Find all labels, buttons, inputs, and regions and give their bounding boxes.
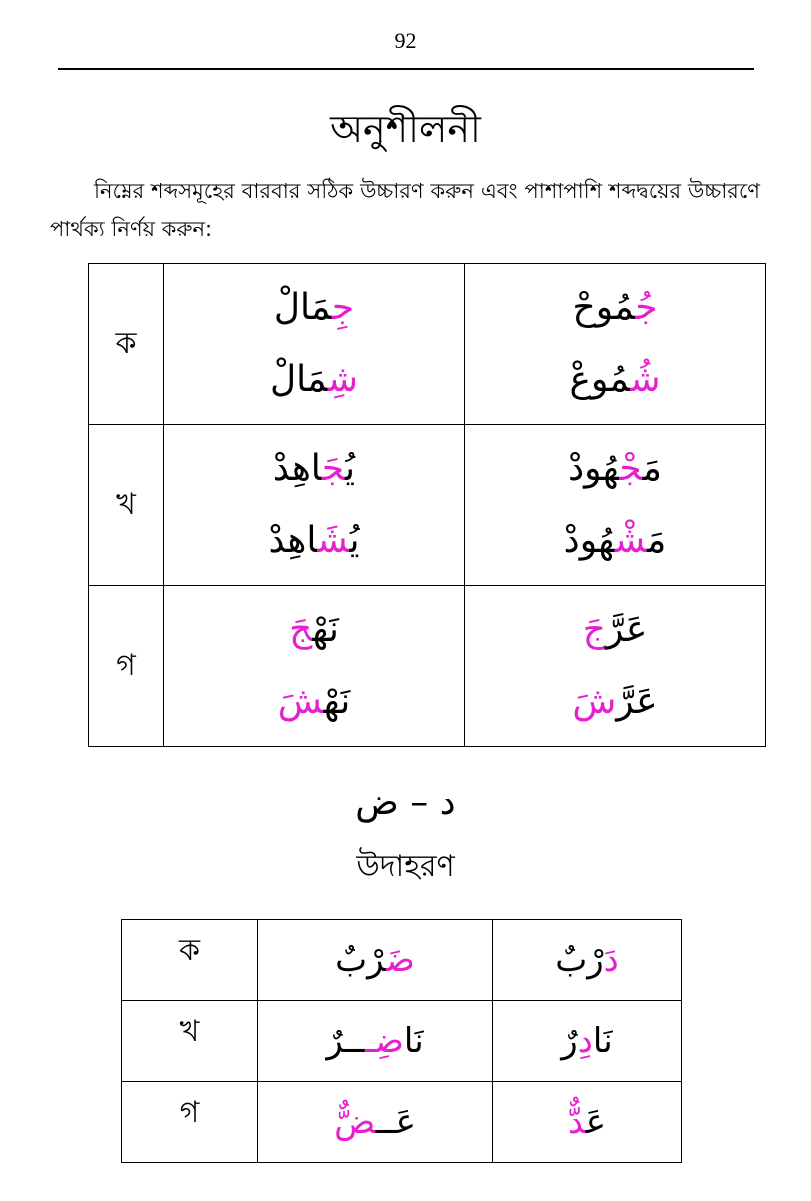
word-rest: مَالْ bbox=[273, 287, 332, 328]
word-cell bbox=[465, 425, 766, 586]
arabic-word bbox=[164, 272, 464, 344]
word-prefix: عَ bbox=[585, 1102, 607, 1142]
table-row bbox=[122, 920, 682, 1001]
highlighted-letter: جُ bbox=[635, 287, 658, 328]
word-cell bbox=[164, 586, 465, 747]
highlighted-letter: شِ bbox=[327, 359, 359, 400]
highlighted-letter: ضٌّ bbox=[334, 1102, 376, 1142]
word-rest: هُودْ bbox=[563, 520, 615, 561]
row-label-cell bbox=[89, 586, 164, 747]
highlighted-letter: شَ bbox=[572, 681, 617, 722]
table-row bbox=[89, 264, 766, 425]
example-table bbox=[121, 919, 682, 1163]
arabic-word bbox=[164, 344, 464, 416]
exercise-table bbox=[88, 263, 766, 747]
arabic-word bbox=[465, 666, 765, 738]
table-row bbox=[122, 1082, 682, 1163]
table-row bbox=[122, 1001, 682, 1082]
word-rest: هُودْ bbox=[568, 448, 620, 489]
word-cell bbox=[164, 425, 465, 586]
row-label-cell bbox=[122, 1001, 258, 1082]
word-cell bbox=[493, 1082, 682, 1163]
arabic-word bbox=[465, 433, 765, 505]
highlighted-letter: دَ bbox=[603, 940, 619, 980]
word-prefix: يُ bbox=[349, 520, 360, 561]
arabic-word bbox=[493, 1011, 681, 1071]
table-row bbox=[89, 586, 766, 747]
word-prefix: عَرَّ bbox=[616, 681, 658, 722]
word-rest: اهِدْ bbox=[268, 520, 318, 561]
word-prefix: نَهْ bbox=[323, 681, 351, 722]
highlighted-letter: جَ bbox=[321, 448, 346, 489]
arabic-word bbox=[465, 272, 765, 344]
arabic-word bbox=[164, 666, 464, 738]
word-rest: رْبٌ bbox=[555, 940, 604, 980]
row-label: ক bbox=[179, 933, 200, 968]
arabic-word bbox=[493, 930, 681, 990]
header-rule bbox=[58, 68, 754, 70]
letter-pair-heading: د – ض bbox=[355, 782, 456, 823]
row-label: খ bbox=[116, 486, 136, 522]
highlighted-letter: جَ bbox=[289, 609, 313, 650]
word-cell bbox=[258, 920, 493, 1001]
arabic-word bbox=[465, 344, 765, 416]
word-cell bbox=[465, 586, 766, 747]
word-rest: ــرٌ bbox=[326, 1021, 365, 1061]
arabic-word bbox=[258, 930, 492, 990]
highlighted-letter: شَ bbox=[277, 681, 324, 722]
word-prefix: يُ bbox=[345, 448, 356, 489]
row-label-cell bbox=[89, 264, 164, 425]
table-row bbox=[89, 425, 766, 586]
highlighted-letter: شْ bbox=[614, 520, 648, 561]
word-prefix: عَــ bbox=[375, 1102, 416, 1142]
highlighted-letter: دِ bbox=[577, 1021, 593, 1061]
row-label: গ bbox=[179, 1095, 200, 1130]
word-cell bbox=[493, 920, 682, 1001]
arabic-word bbox=[493, 1092, 681, 1152]
highlighted-letter: ضَ bbox=[385, 940, 415, 980]
row-label: ক bbox=[115, 325, 137, 361]
instruction-text: নিম্নের শব্দসমূহের বারবার সঠিক উচ্চারণ করুন এবং পাশাপাশি শব্দদ্বয়ের উচ্চারণে পার্থক্য নির্ণয় করুন: bbox=[50, 179, 760, 241]
word-rest: مُوعْ bbox=[569, 359, 631, 400]
word-cell bbox=[465, 264, 766, 425]
arabic-word bbox=[258, 1011, 492, 1071]
arabic-word bbox=[258, 1092, 492, 1152]
word-cell bbox=[258, 1082, 493, 1163]
word-prefix: نَا bbox=[592, 1021, 613, 1061]
word-prefix: نَا bbox=[403, 1021, 424, 1061]
row-label-cell bbox=[122, 920, 258, 1001]
word-cell bbox=[493, 1001, 682, 1082]
arabic-word bbox=[465, 594, 765, 666]
highlighted-letter: جْ bbox=[619, 448, 643, 489]
row-label-cell bbox=[122, 1082, 258, 1163]
word-prefix: نَهْ bbox=[312, 609, 339, 650]
word-prefix: مَ bbox=[642, 448, 662, 489]
word-rest: رٌ bbox=[561, 1021, 578, 1061]
word-rest: مُوحْ bbox=[572, 287, 636, 328]
word-cell bbox=[258, 1001, 493, 1082]
highlighted-letter: شُ bbox=[630, 359, 661, 400]
arabic-word bbox=[164, 594, 464, 666]
highlighted-letter: دٌّ bbox=[567, 1102, 586, 1142]
highlighted-letter: جِ bbox=[331, 287, 355, 328]
page-title: অনুশীলনী bbox=[330, 107, 481, 151]
arabic-word bbox=[164, 433, 464, 505]
row-label: গ bbox=[116, 647, 136, 683]
row-label: খ bbox=[179, 1014, 200, 1049]
highlighted-letter: شَ bbox=[317, 520, 350, 561]
arabic-word bbox=[465, 505, 765, 577]
arabic-word bbox=[164, 505, 464, 577]
word-prefix: عَرَّ bbox=[605, 609, 648, 650]
word-rest: مَالْ bbox=[269, 359, 328, 400]
example-heading: উদাহরণ bbox=[356, 849, 455, 884]
highlighted-letter: ضِـ bbox=[365, 1021, 404, 1061]
word-cell bbox=[164, 264, 465, 425]
highlighted-letter: جَ bbox=[582, 609, 606, 650]
word-rest: اهِدْ bbox=[272, 448, 322, 489]
page-number: 92 bbox=[394, 28, 417, 53]
word-rest: رْبٌ bbox=[335, 940, 386, 980]
word-prefix: مَ bbox=[647, 520, 667, 561]
row-label-cell bbox=[89, 425, 164, 586]
